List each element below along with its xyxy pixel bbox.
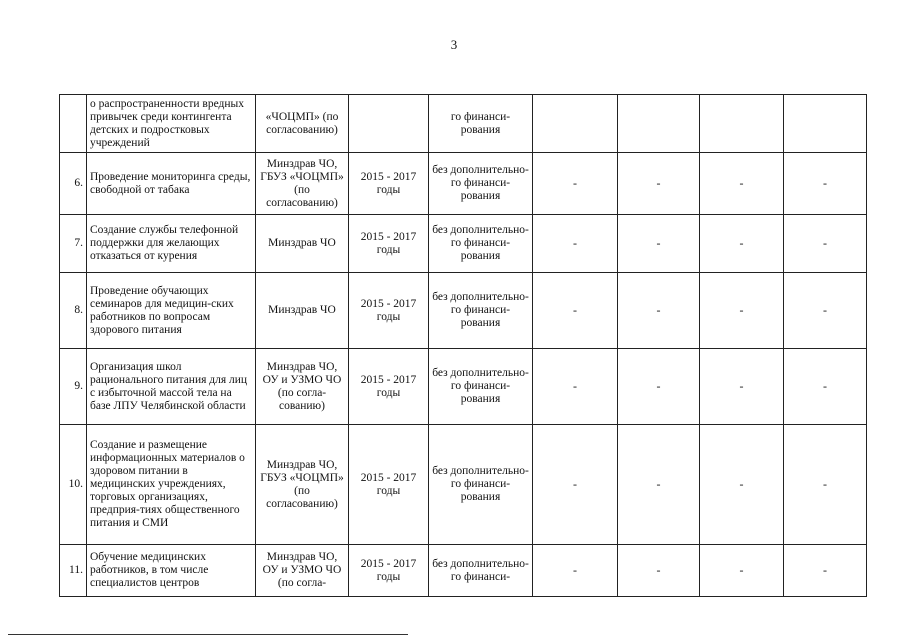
row-number-cell: 10. (60, 425, 87, 545)
row-number-cell (60, 95, 87, 153)
period-cell: 2015 - 2017 годы (349, 215, 429, 273)
funding-value-cell: - (700, 153, 784, 215)
footnote-rule (8, 634, 408, 635)
funding-value-cell: - (700, 545, 784, 597)
funding-value-cell: - (533, 215, 618, 273)
funding-value-cell (618, 95, 700, 153)
funding-value-cell: - (533, 153, 618, 215)
table-row (60, 349, 867, 425)
executor-cell: Минздрав ЧО (256, 273, 349, 349)
financing-cell: без дополнительно-го финанси-рования (429, 349, 533, 425)
funding-value-cell (533, 95, 618, 153)
funding-value-cell: - (700, 425, 784, 545)
table-row (60, 545, 867, 597)
financing-cell: го финанси-рования (429, 95, 533, 153)
executor-cell: Минздрав ЧО, ОУ и УЗМО ЧО (по согла-сованию) (256, 349, 349, 425)
period-cell: 2015 - 2017 годы (349, 153, 429, 215)
funding-value-cell: - (533, 425, 618, 545)
funding-value-cell: - (618, 215, 700, 273)
measure-name-cell: Проведение обучающих семинаров для медицин-ских работников по вопросам здорового питания (87, 273, 256, 349)
row-number-cell: 6. (60, 153, 87, 215)
funding-value-cell (784, 95, 867, 153)
measure-name-cell: Организация школ рационального питания для лиц с избыточной массой тела на базе ЛПУ Челябинской области (87, 349, 256, 425)
funding-value-cell: - (618, 425, 700, 545)
table-row (60, 95, 867, 153)
row-number-cell: 8. (60, 273, 87, 349)
funding-value-cell: - (784, 425, 867, 545)
financing-cell: без дополнительно-го финанси-рования (429, 215, 533, 273)
funding-value-cell: - (618, 349, 700, 425)
period-cell: 2015 - 2017 годы (349, 273, 429, 349)
measures-table (59, 94, 867, 597)
funding-value-cell: - (618, 153, 700, 215)
row-number-cell: 7. (60, 215, 87, 273)
funding-value-cell: - (618, 273, 700, 349)
table-row (60, 153, 867, 215)
table-row (60, 215, 867, 273)
funding-value-cell: - (533, 273, 618, 349)
row-number-cell: 9. (60, 349, 87, 425)
financing-cell: без дополнительно-го финанси-рования (429, 153, 533, 215)
funding-value-cell: - (700, 273, 784, 349)
funding-value-cell: - (784, 545, 867, 597)
funding-value-cell: - (784, 273, 867, 349)
measure-name-cell: о распространенности вредных привычек среди контингента детских и подростковых учреждений (87, 95, 256, 153)
measure-name-cell: Создание и размещение информационных материалов о здоровом питании в медицинских учреждениях, торговых организациях, предприя-тиях общественного питания и СМИ (87, 425, 256, 545)
funding-value-cell: - (533, 545, 618, 597)
measure-name-cell: Проведение мониторинга среды, свободной от табака (87, 153, 256, 215)
funding-value-cell: - (533, 349, 618, 425)
funding-value-cell: - (618, 545, 700, 597)
period-cell: 2015 - 2017 годы (349, 425, 429, 545)
page-number: 3 (450, 37, 458, 52)
executor-cell: Минздрав ЧО, ОУ и УЗМО ЧО (по согла- (256, 545, 349, 597)
period-cell (349, 95, 429, 153)
measure-name-cell: Создание службы телефонной поддержки для желающих отказаться от курения (87, 215, 256, 273)
executor-cell: «ЧОЦМП» (по согласованию) (256, 95, 349, 153)
funding-value-cell: - (700, 349, 784, 425)
executor-cell: Минздрав ЧО, ГБУЗ «ЧОЦМП» (по согласованию) (256, 425, 349, 545)
funding-value-cell (700, 95, 784, 153)
financing-cell: без дополнительно-го финанси-рования (429, 273, 533, 349)
financing-cell: без дополнительно-го финанси-рования (429, 425, 533, 545)
executor-cell: Минздрав ЧО, ГБУЗ «ЧОЦМП» (по согласованию) (256, 153, 349, 215)
period-cell: 2015 - 2017 годы (349, 349, 429, 425)
funding-value-cell: - (784, 349, 867, 425)
table-row (60, 425, 867, 545)
funding-value-cell: - (784, 215, 867, 273)
row-number-cell: 11. (60, 545, 87, 597)
table-row (60, 273, 867, 349)
measure-name-cell: Обучение медицинских работников, в том числе специалистов центров (87, 545, 256, 597)
period-cell: 2015 - 2017 годы (349, 545, 429, 597)
financing-cell: без дополнительно-го финанси- (429, 545, 533, 597)
executor-cell: Минздрав ЧО (256, 215, 349, 273)
funding-value-cell: - (784, 153, 867, 215)
funding-value-cell: - (700, 215, 784, 273)
